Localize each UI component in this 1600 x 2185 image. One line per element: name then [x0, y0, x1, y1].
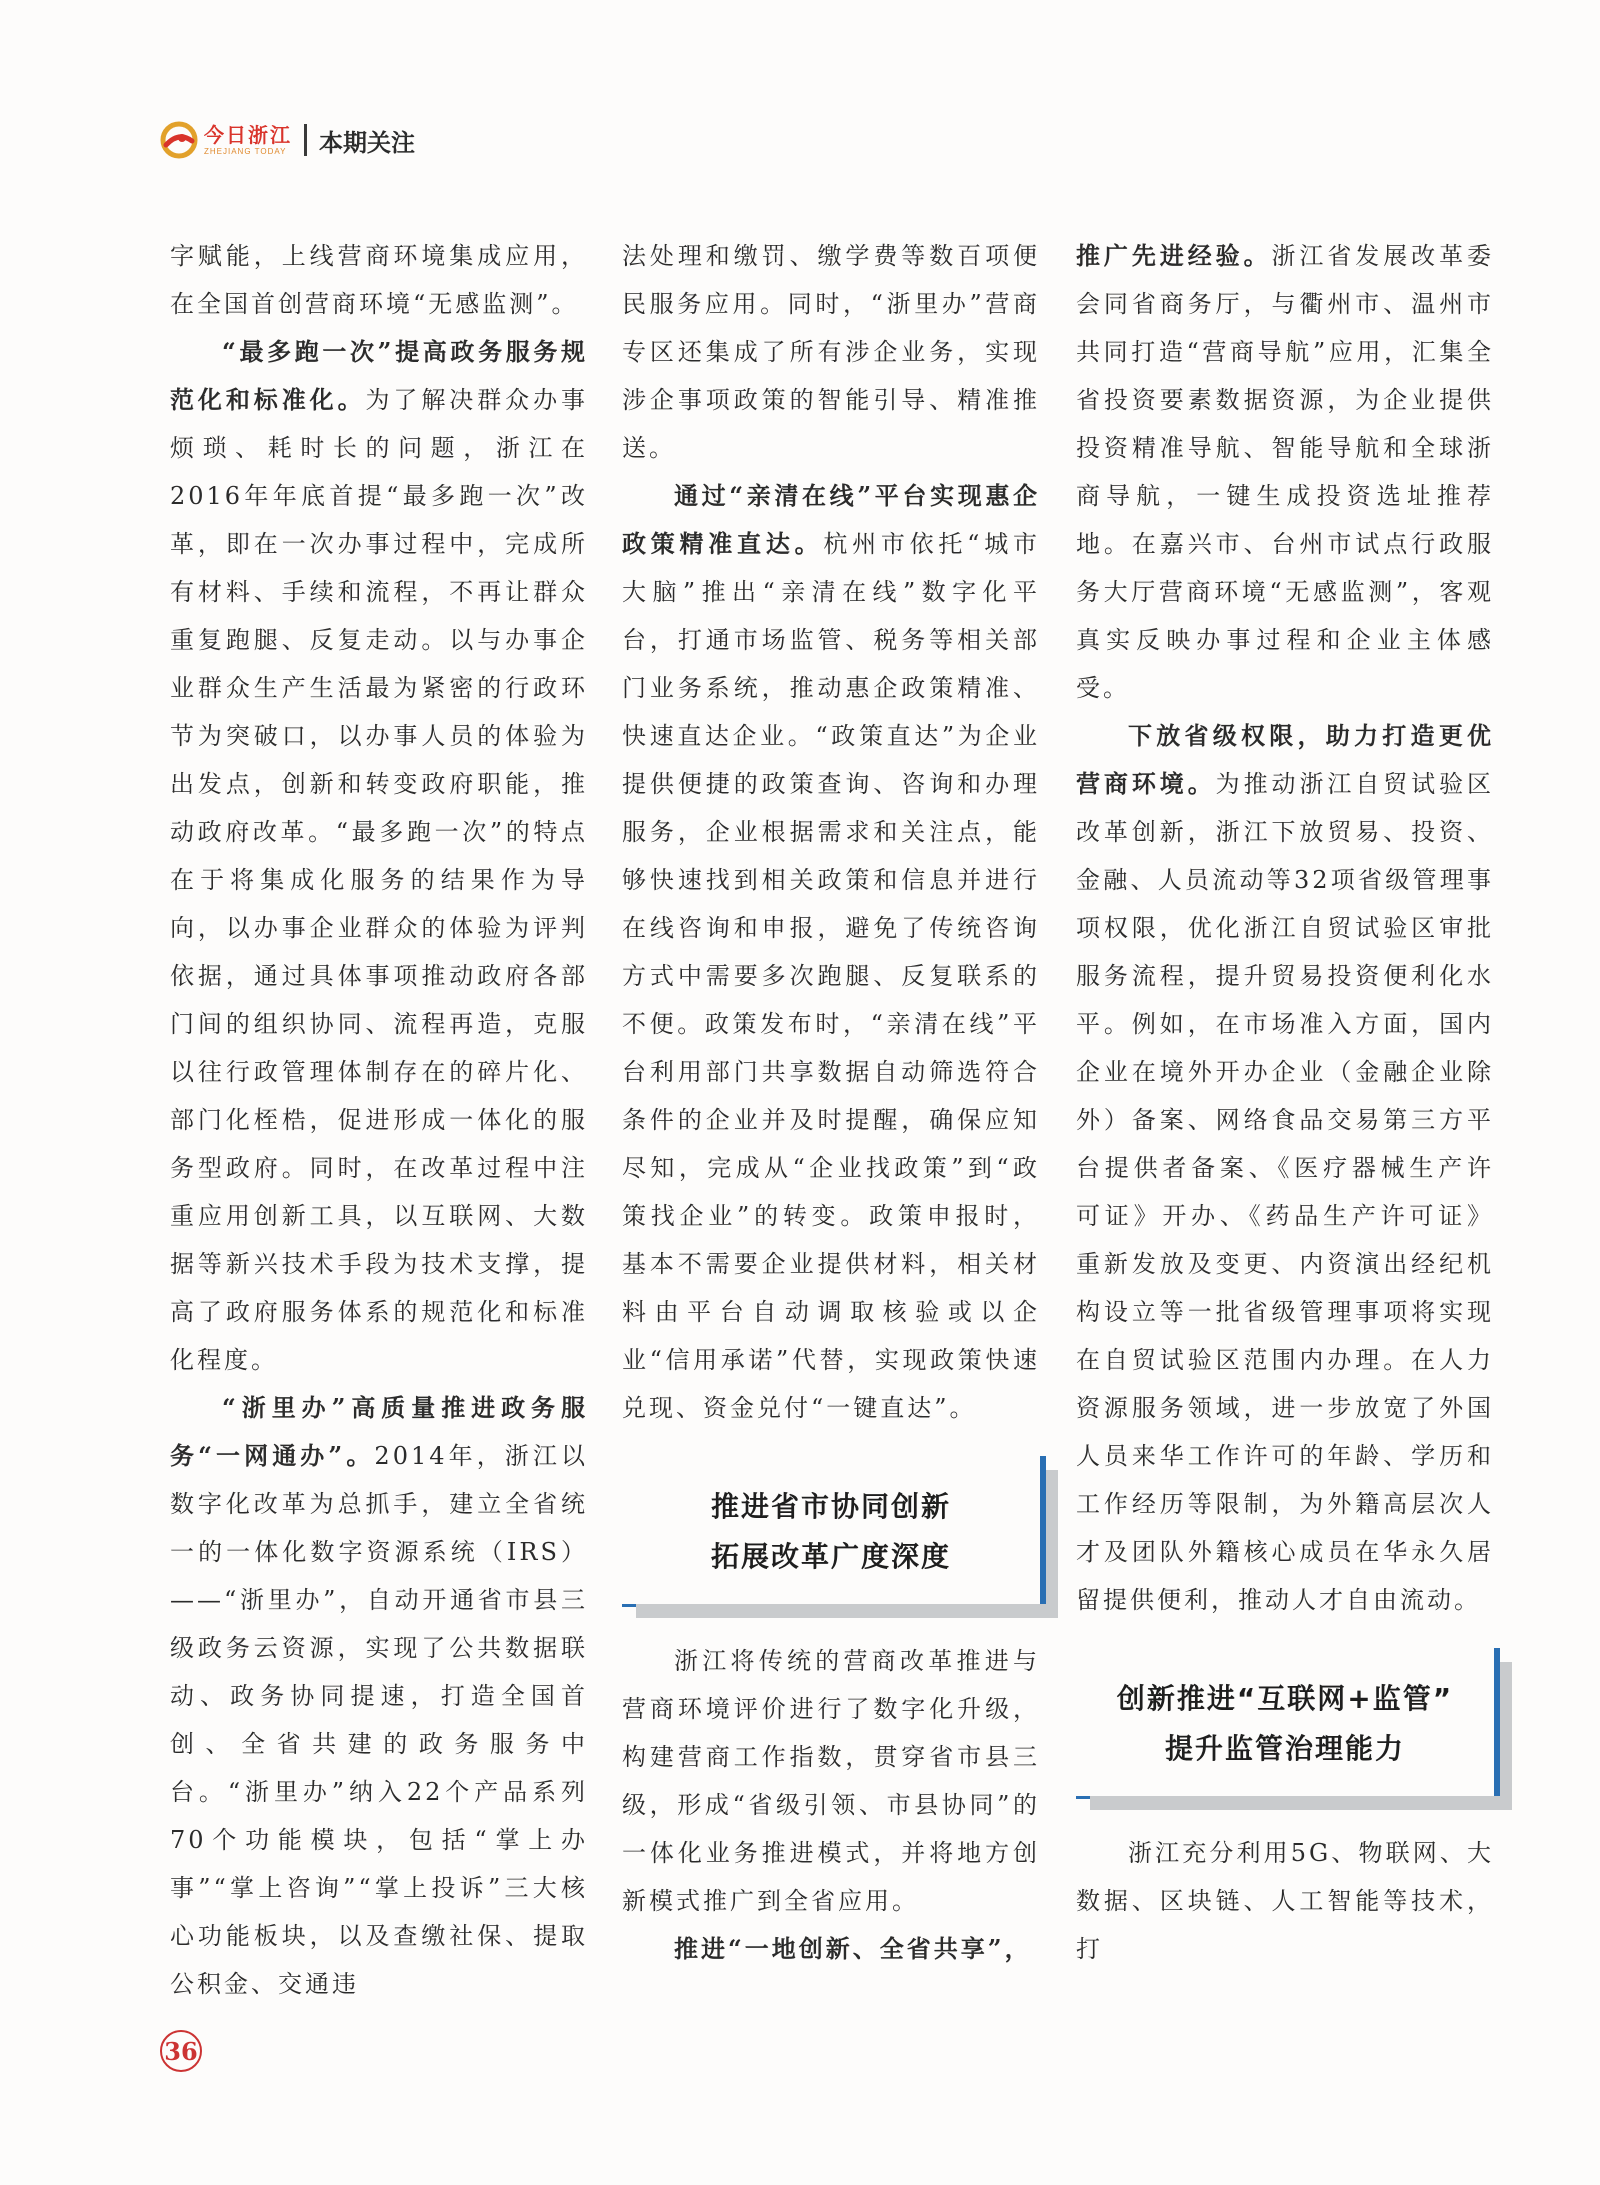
- section-title: 本期关注: [319, 128, 415, 157]
- section-subheading: [1076, 1648, 1494, 1799]
- subheading-shadow: [636, 1604, 1058, 1618]
- paragraph: 浙江将传统的营商改革推进与营商环境评价进行了数字化升级，构建营商工作指数，贯穿省市县三级，形成“省级引领、市县协同”的一体化业务推进模式，并将地方创新模式推广到全省应用。: [622, 1647, 1040, 1915]
- paragraph-body: 杭州市依托“城市大脑”推出“亲清在线”数字化平台，打通市场监管、税务等相关部门业务系统，推动惠企政策精准、快速直达企业。“政策直达”为企业提供便捷的政策查询、咨询和办理服务，企业根据需求和关注点，能够快速找到相关政策和信息并进行在线咨询和申报，避免了传统咨询方式中需要多次跑腿、反复联系的不便。政策发布时，“亲清在线”平台利用部门共享数据自动筛选符合条件的企业并及时提醒，确保应知尽知，完成从“企业找政策”到“政策找企业”的转变。政策申报时，基本不需要企业提供材料，相关材料由平台自动调取核验或以企业“信用承诺”代替，实现政策快速兑现、资金兑付“一键直达”。: [622, 530, 1040, 1422]
- paragraph: 字赋能，上线营商环境集成应用，在全国首创营商环境“无感监测”。: [170, 242, 588, 318]
- subheading-line-1: 推进省市协同创新: [710, 1490, 951, 1523]
- column-1: [170, 232, 588, 2008]
- paragraph: [622, 1925, 1040, 1973]
- paragraph: [170, 328, 588, 1384]
- paragraph-lead: “最多跑一次”提高政务服务规范化和标准化。: [170, 337, 588, 414]
- page-header: [160, 118, 415, 162]
- subheading-line-2: 提升监管治理能力: [1164, 1732, 1405, 1765]
- paragraph-lead: 通过“亲清在线”平台实现惠企政策精准直达。: [622, 481, 1040, 558]
- paragraph-body: 浙江省发展改革委会同省商务厅，与衢州市、温州市共同打造“营商导航”应用，汇集全省投资要素数据资源，为企业提供投资精准导航、智能导航和全球浙商导航，一键生成投资选址推荐地。在嘉兴市、台州市试点行政服务大厅营商环境“无感监测”，客观真实反映办事过程和企业主体感受。: [1076, 242, 1494, 702]
- paragraph-body: 为推动浙江自贸试验区改革创新，浙江下放贸易、投资、金融、人员流动等32项省级管理事项权限，优化浙江自贸试验区审批服务流程，提升贸易投资便利化水平。例如，在市场准入方面，国内企业在境外开办企业（金融企业除外）备案、网络食品交易第三方平台提供者备案、《医疗器械生产许可证》开办、《药品生产许可证》重新发放及变更、内资演出经纪机构设立等一批省级管理事项将实现在自贸试验区范围内办理。在人力资源服务领域，进一步放宽了外国人员来华工作许可的年龄、学历和工作经历等限制，为外籍高层次人才及团队外籍核心成员在华永久居留提供便利，推动人才自由流动。: [1076, 770, 1495, 1614]
- paragraph: [1076, 232, 1494, 712]
- paragraph-lead: 下放省级权限，助力打造更优营商环境。: [1076, 721, 1494, 798]
- subheading-shadow: [1090, 1796, 1512, 1810]
- paragraph-body: 2014年，浙江以数字化改革为总抓手，建立全省统一的一体化数字资源系统（IRS）——“浙里办”，自动开通省市县三级政务云资源，实现了公共数据联动、政务协同提速，打造全国首创、全省共建的政务服务中台。“浙里办”纳入22个产品系列70个功能模块，包括“掌上办事”“掌上咨询”“掌上投诉”三大核心功能板块，以及查缴社保、提取公积金、交通违: [170, 1442, 589, 1998]
- paragraph-lead: 推进“一地创新、全省共享”，: [674, 1934, 1032, 1963]
- paragraph-lead: “浙里办”高质量推进政务服务“一网通办”。: [170, 1393, 588, 1470]
- logo-chinese: 今日浙江: [204, 122, 292, 147]
- header-divider: [304, 124, 307, 156]
- logo-english: ZHEJIANG TODAY: [204, 146, 287, 156]
- column-2: [622, 232, 1040, 1973]
- paragraph-body: 为了解决群众办事烦琐、耗时长的问题，浙江在2016年年底首提“最多跑一次”改革，即在一次办事过程中，完成所有材料、手续和流程，不再让群众重复跑腿、反复走动。以与办事企业群众生产生活最为紧密的行政环节为突破口，以办事人员的体验为出发点，创新和转变政府职能，推动政府改革。“最多跑一次”的特点在于将集成化服务的结果作为导向，以办事企业群众的体验为评判依据，通过具体事项推动政府各部门间的组织协同、流程再造，克服以往行政管理体制存在的碎片化、部门化桎梏，促进形成一体化的服务型政府。同时，在改革过程中注重应用创新工具，以互联网、大数据等新兴技术手段为技术支撑，提高了政府服务体系的规范化和标准化程度。: [170, 386, 588, 1374]
- paragraph: [170, 1384, 588, 2008]
- paragraph: 浙江充分利用5G、物联网、大数据、区块链、人工智能等技术，打: [1076, 1839, 1494, 1963]
- section-subheading: [622, 1456, 1040, 1607]
- paragraph-lead: 推广先进经验。: [1076, 241, 1272, 270]
- paragraph: [1076, 712, 1494, 1624]
- page-number: 36: [160, 2030, 202, 2072]
- logo-text: [204, 122, 292, 156]
- paragraph: 法处理和缴罚、缴学费等数百项便民服务应用。同时，“浙里办”营商专区还集成了所有涉企业务，实现涉企事项政策的智能引导、精准推送。: [622, 242, 1040, 462]
- paragraph: [622, 472, 1040, 1432]
- zhejiang-today-logo-icon: [160, 121, 198, 159]
- subheading-line-2: 拓展改革广度深度: [710, 1540, 951, 1573]
- subheading-shadow: [1046, 1470, 1058, 1618]
- subheading-line-1: 创新推进“互联网+监管”: [1116, 1682, 1454, 1715]
- subheading-shadow: [1500, 1662, 1512, 1810]
- column-3: [1076, 232, 1494, 1973]
